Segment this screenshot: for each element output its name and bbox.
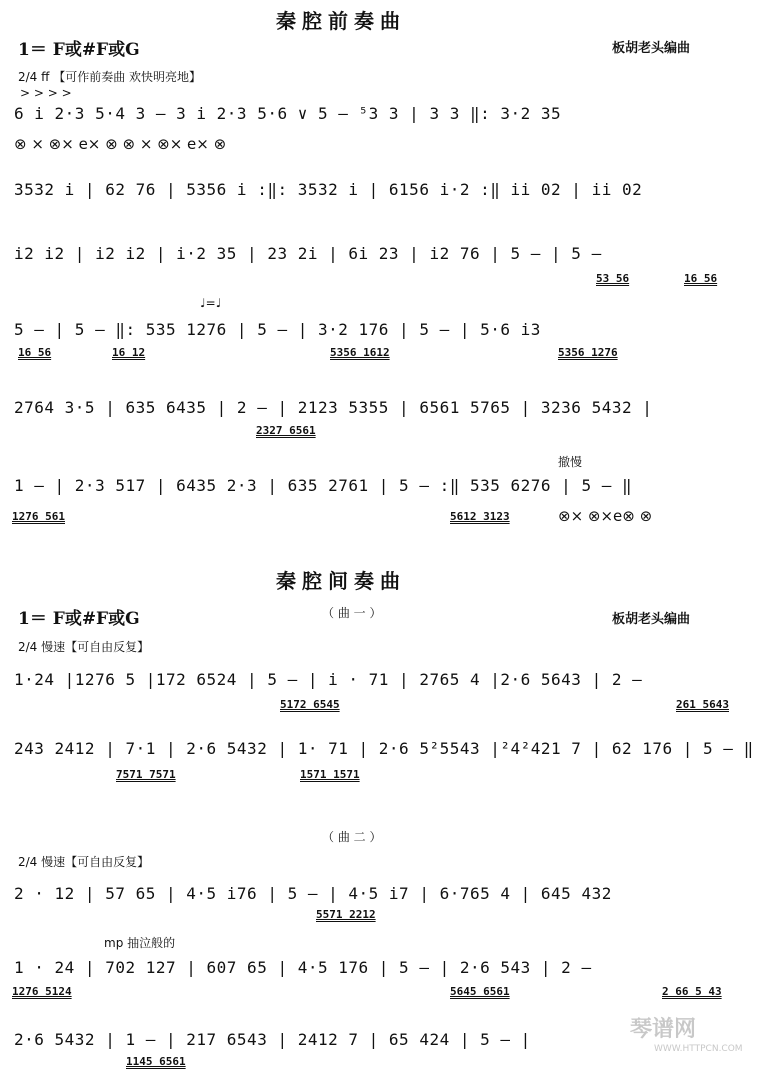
score-line-1: 6 i 2·3 5·4 3 – 3 i 2·3 5·6 ∨ 5 – ⁵3 3 | 3 3 ‖: 3·2 35 <box>14 104 562 123</box>
accent-marks: > > > > <box>20 86 72 100</box>
section1-tempo: 2/4 ff 【可作前奏曲 欢快明亮地】 <box>18 70 202 84</box>
sub-notes-10a: 1276 5124 <box>12 985 72 998</box>
score-line-7: 1·24 |1276 5 |172 6524 | 5 – | i · 71 | 2765 4 |2·6 5643 | 2 – <box>14 670 643 689</box>
section2-tempo: 2/4 慢速【可自由反复】 <box>18 640 150 654</box>
sub-notes-10b: 5645 6561 <box>450 985 510 998</box>
section3-tempo: 2/4 慢速【可自由反复】 <box>18 855 150 869</box>
section2-subtitle: （ 曲 一 ） <box>322 606 382 620</box>
score-line-9: 2 · 12 | 57 65 | 4·5 i76 | 5 – | 4·5 i7 | 6·765 4 | 645 432 <box>14 884 612 903</box>
sub-notes-3b: 16 56 <box>684 272 718 285</box>
section1-author: 板胡老头编曲 <box>612 41 691 56</box>
score-line-6: 1 – | 2·3 517 | 6435 2·3 | 635 2761 | 5 – :‖ 535 6276 | 5 – ‖ <box>14 476 633 495</box>
dynamics-mark: mp 抽泣般的 <box>104 936 176 950</box>
sub-notes-6a: 1276 561 <box>12 510 65 523</box>
score-line-4: 5 – | 5 – ‖: 535 1276 | 5 – | 3·2 176 | 5 – | 5·6 i3 <box>14 320 541 339</box>
section2-title: 秦腔间奏曲 <box>276 569 406 593</box>
slow-mark: 撤慢 <box>558 455 583 469</box>
sub-notes-8a: 7571 7571 <box>116 768 176 781</box>
sub-notes-7a: 5172 6545 <box>280 698 340 711</box>
watermark-url: WWW.HTTPCN.COM <box>654 1044 743 1054</box>
score-line-2: 3532 i | 62 76 | 5356 i :‖: 3532 i | 6156 i·2 :‖ ii 02 | ii 02 <box>14 180 643 199</box>
sub-notes-4c: 5356 1612 <box>330 346 390 359</box>
sub-notes-11a: 1145 6561 <box>126 1055 186 1068</box>
sub-notes-6b: 5612 3123 <box>450 510 510 523</box>
sub-notes-8b: 1571 1571 <box>300 768 360 781</box>
score-line-11: 2·6 5432 | 1 – | 217 6543 | 2412 7 | 65 424 | 5 – | <box>14 1030 531 1049</box>
section2-key: 1＝ F或#F或G <box>18 609 140 629</box>
score-line-3: i2 i2 | i2 i2 | i·2 35 | 23 2i | 6i 23 | i2 76 | 5 – | 5 – <box>14 244 602 263</box>
section3-subtitle: （ 曲 二 ） <box>322 830 382 844</box>
sub-notes-4d: 5356 1276 <box>558 346 618 359</box>
section2-author: 板胡老头编曲 <box>612 612 691 627</box>
sub-notes-4b: 16 12 <box>112 346 146 359</box>
tempo-equivalence: ♩=♩ <box>200 296 222 310</box>
score-line-10: 1 · 24 | 702 127 | 607 65 | 4·5 176 | 5 – | 2·6 543 | 2 – <box>14 958 592 977</box>
score-line-8: 243 2412 | 7·1 | 2·6 5432 | 1· 71 | 2·6 5²5543 |²4²421 7 | 62 176 | 5 – ‖ <box>14 739 754 758</box>
section1-title: 秦腔前奏曲 <box>276 9 406 33</box>
sub-notes-3a: 53 56 <box>596 272 630 285</box>
sub-notes-7b: 261 5643 <box>676 698 729 711</box>
sub-notes-9a: 5571 2212 <box>316 908 376 921</box>
watermark-logo: 琴谱网 <box>630 1017 697 1042</box>
sub-notes-4a: 16 56 <box>18 346 52 359</box>
sub-notes-5a: 2327 6561 <box>256 424 316 437</box>
percussion-end: ⊗× ⊗×e⊗ ⊗ <box>558 507 653 525</box>
percussion-line: ⊗ × ⊗× e× ⊗ ⊗ × ⊗× e× ⊗ <box>14 135 227 153</box>
sub-notes-10c: 2 66 5 43 <box>662 985 722 998</box>
section1-key: 1＝ F或#F或G <box>18 40 140 60</box>
score-line-5: 2764 3·5 | 635 6435 | 2 – | 2123 5355 | 6561 5765 | 3236 5432 | <box>14 398 653 417</box>
